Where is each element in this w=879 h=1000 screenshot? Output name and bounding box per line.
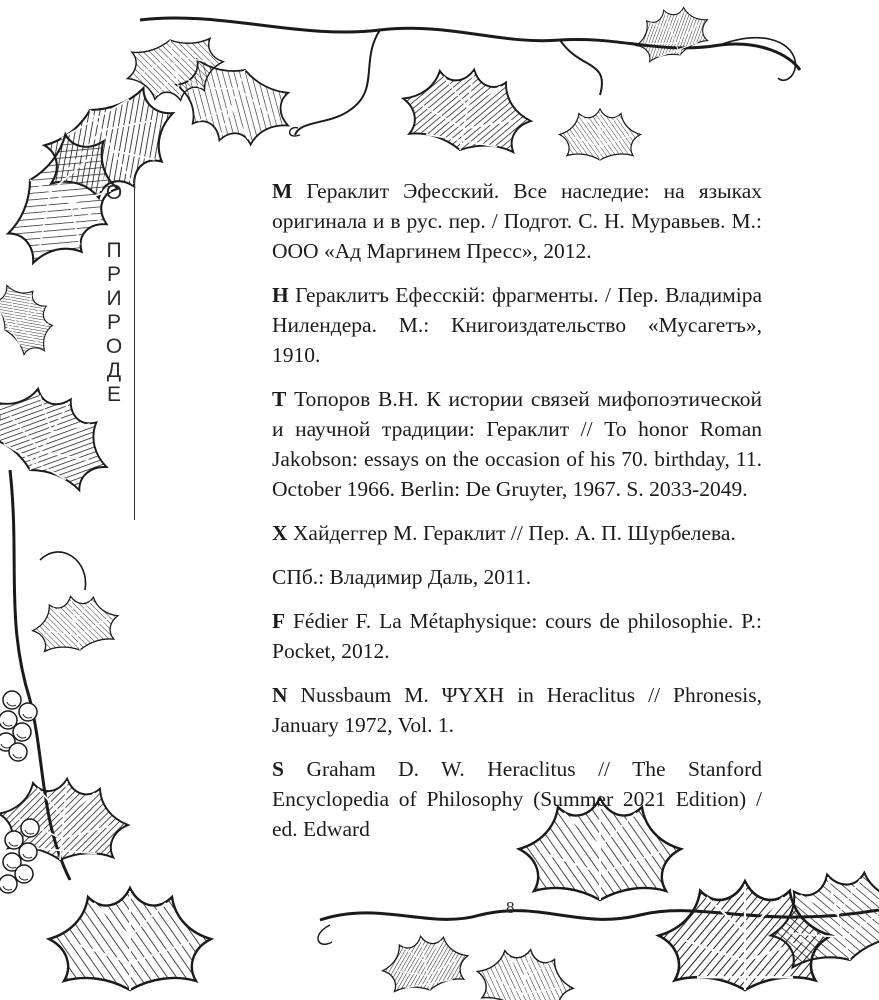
entry-key: Н [272,283,289,307]
bibliography-entry [272,384,762,504]
entry-text: Fédier F. La Métaphysique: cours de philosophie. P.: Pocket, 2012. [272,609,762,663]
entry-key: Т [272,387,287,411]
entry-text: Nussbaum M. ΨΥΧΗ in Heraclitus // Phronesis, January 1972, Vol. 1. [272,683,762,737]
bibliography-entry [272,176,762,266]
running-title-letter: О [105,335,123,358]
running-title [100,182,128,408]
entry-text: Топоров В.Н. К истории связей мифопоэтической и научной традиции: Гераклит // To honor Roman Jakobson: essays on the occasion of his 70. birthday, 11. October 1966. Berlin: De Gruyter, 1967. S. 2033-2049. [272,387,763,501]
page-number: 8 [506,898,515,917]
running-title-letter: П [106,239,122,262]
bibliography-entry [272,754,762,844]
running-title-letter: Е [106,383,121,406]
bibliography-list [272,176,762,858]
bibliography-entry [272,280,762,370]
entry-text: СПб.: Владимир Даль, 2011. [272,565,532,589]
running-title-letter: Р [106,311,121,334]
bibliography-entry [272,606,762,666]
entry-key: F [272,609,286,633]
entry-text: Гераклитъ Ефесскiй: фрагменты. / Пер. Владимiра Нилендера. М.: Книгоиздательство «Мусагетъ», 1910. [272,283,763,367]
running-title-letter: Д [106,359,122,382]
entry-text: Хайдеггер М. Гераклит // Пер. А. П. Шурбелева. [292,521,736,545]
entry-text: Graham D. W. Heraclitus // The Stanford Encyclopedia of Philosophy (Summer 2021 Edition) / ed. Edward [272,757,763,841]
entry-key: S [272,757,284,781]
bibliography-entry [272,518,762,548]
bibliography-entry [272,562,762,592]
bibliography-entry [272,680,762,740]
entry-text: Гераклит Эфесский. Все наследие: на языках оригинала и в рус. пер. / Подгот. С. Н. Муравьев. М.: ООО «Ад Маргинем Пресс», 2012. [272,179,763,263]
entry-key: М [272,179,293,203]
running-title-rule [134,178,135,520]
running-title-letter: И [106,287,122,310]
running-title-letter: О [105,181,123,204]
entry-key: N [272,683,288,707]
running-title-letter: Р [106,263,121,286]
entry-key: Х [272,521,288,545]
